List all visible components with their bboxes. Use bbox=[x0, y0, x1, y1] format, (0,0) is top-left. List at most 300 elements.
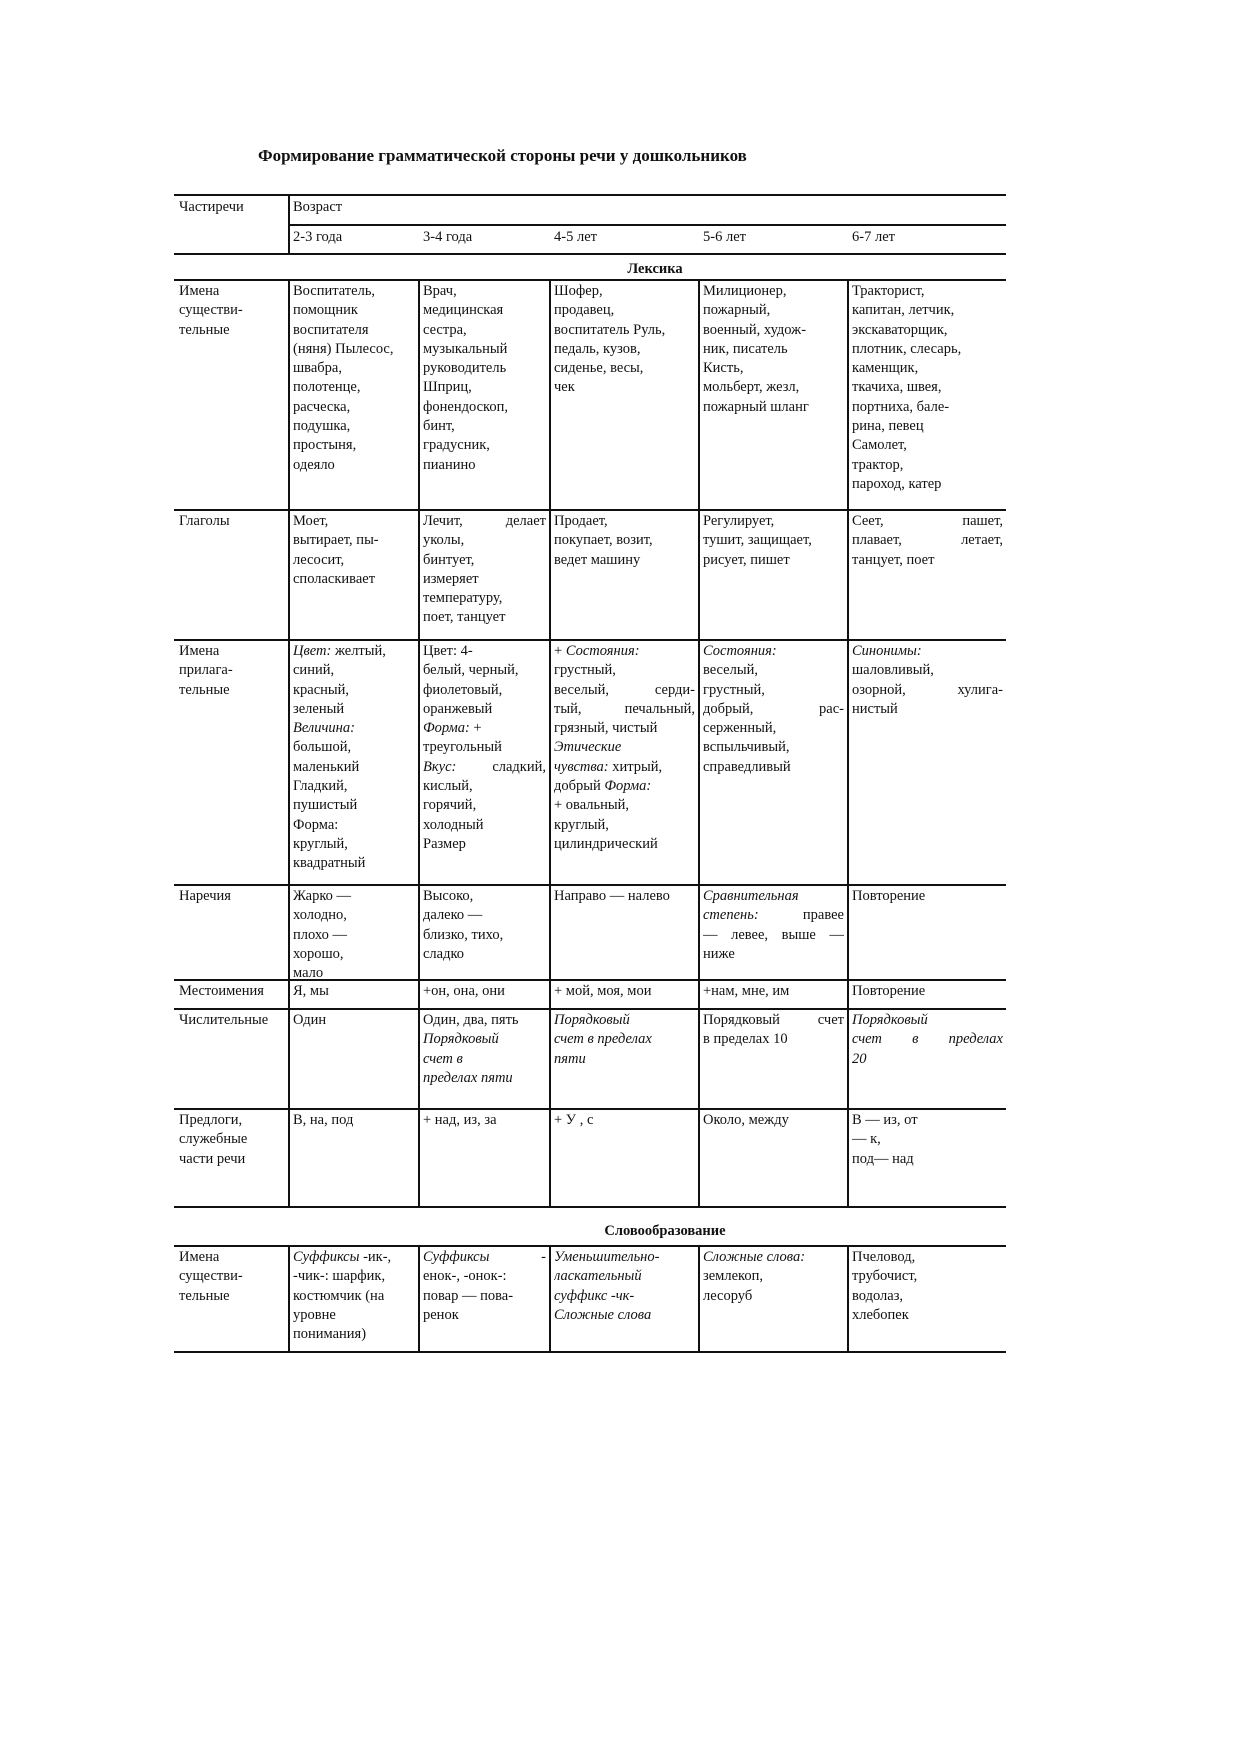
cell-line bbox=[179, 1130, 289, 1149]
table-cell bbox=[423, 887, 546, 978]
cell-line bbox=[554, 887, 695, 906]
cell-text: оранжевый bbox=[423, 700, 493, 717]
cell-text: ткачиха, швея, bbox=[852, 379, 942, 396]
section-header-rule bbox=[174, 279, 1006, 281]
cell-line bbox=[554, 1248, 695, 1267]
cell-line bbox=[554, 1011, 695, 1030]
cell-line bbox=[554, 1267, 695, 1286]
italic-term: пяти bbox=[554, 1050, 586, 1067]
cell-line bbox=[423, 531, 546, 550]
italic-term: Сравнительная bbox=[703, 888, 799, 904]
italic-term: степень: bbox=[703, 907, 759, 924]
italic-term: чувства: bbox=[554, 758, 609, 775]
cell-line bbox=[179, 982, 289, 1001]
age-header-3: 4-5 лет bbox=[554, 229, 597, 245]
cell-line bbox=[293, 551, 415, 570]
cell-text: грустный, bbox=[554, 662, 616, 679]
cell-line bbox=[703, 1111, 844, 1130]
cell-text: чек bbox=[554, 379, 575, 396]
cell-text: Один bbox=[293, 1012, 327, 1028]
cell-text: Местоимения bbox=[179, 983, 264, 999]
cell-line bbox=[293, 926, 415, 945]
cell-line bbox=[852, 282, 1003, 301]
cell-line bbox=[554, 738, 695, 757]
cell-text: одеяло bbox=[293, 456, 335, 473]
cell-line bbox=[293, 282, 415, 301]
age-subheader-rule bbox=[288, 224, 1006, 226]
cell-line bbox=[852, 1306, 1003, 1325]
row-rule bbox=[174, 884, 1006, 886]
cell-line bbox=[423, 512, 546, 531]
cell-line bbox=[179, 661, 289, 680]
cell-text: трактор, bbox=[852, 456, 904, 473]
cell-text: фиолетовый, bbox=[423, 681, 503, 698]
cell-text: простыня, bbox=[293, 437, 357, 454]
cell-text: Гладкий, bbox=[293, 778, 348, 795]
cell-line bbox=[852, 887, 1003, 906]
cell-text: уровне bbox=[293, 1306, 336, 1323]
cell-line bbox=[293, 417, 415, 436]
cell-line bbox=[423, 1306, 546, 1325]
cell-line bbox=[852, 531, 1003, 550]
italic-term: Уменьшительно- bbox=[554, 1249, 660, 1265]
cell-text: мольберт, жезл, bbox=[703, 379, 800, 396]
cell-line bbox=[293, 1267, 415, 1286]
cell-line bbox=[554, 1287, 695, 1306]
section-top-rule bbox=[174, 1206, 1006, 1208]
cell-line bbox=[852, 661, 1003, 680]
cell-text: фонендоскоп, bbox=[423, 398, 508, 415]
cell-text: хлебопек bbox=[852, 1306, 909, 1323]
cell-text: землекоп, bbox=[703, 1268, 763, 1285]
cell-text: плавает, летает, bbox=[852, 532, 1003, 549]
cell-line bbox=[423, 359, 546, 378]
age-header-2: 3-4 года bbox=[423, 229, 473, 245]
row-label bbox=[179, 642, 289, 883]
cell-text: воспитателя bbox=[293, 321, 369, 338]
cell-line bbox=[852, 1130, 1003, 1149]
italic-term: Сложные слова: bbox=[703, 1249, 806, 1265]
cell-line bbox=[852, 982, 1003, 1001]
cell-line bbox=[423, 456, 546, 475]
cell-line bbox=[554, 378, 695, 397]
row-label bbox=[179, 512, 289, 638]
cell-line bbox=[293, 1306, 415, 1325]
cell-text: тушит, защищает, bbox=[703, 532, 812, 549]
cell-text: Повторение bbox=[852, 983, 926, 999]
cell-text: Пчеловод, bbox=[852, 1249, 916, 1265]
cell-text: пушистый bbox=[293, 797, 358, 814]
table-cell bbox=[852, 512, 1003, 638]
cell-line bbox=[554, 796, 695, 815]
cell-text: желтый, bbox=[331, 643, 386, 659]
cell-line bbox=[703, 738, 844, 757]
cell-line bbox=[852, 681, 1003, 700]
table-cell bbox=[852, 982, 1003, 1007]
cell-text: продавец, bbox=[554, 302, 615, 319]
cell-line bbox=[423, 642, 546, 661]
cell-line bbox=[179, 512, 289, 531]
cell-text: грустный, bbox=[703, 681, 765, 698]
cell-line bbox=[179, 301, 289, 320]
cell-text: Шприц, bbox=[423, 379, 472, 396]
cell-text: Тракторист, bbox=[852, 283, 925, 299]
cell-text: веселый, серди- bbox=[554, 681, 695, 698]
cell-line bbox=[703, 1267, 844, 1286]
cell-line bbox=[293, 906, 415, 925]
cell-line bbox=[554, 681, 695, 700]
cell-text: правее bbox=[758, 907, 844, 924]
cell-line bbox=[703, 758, 844, 777]
cell-line bbox=[179, 1287, 289, 1306]
cell-line bbox=[423, 1030, 546, 1049]
column-rule bbox=[698, 1245, 700, 1351]
cell-line bbox=[293, 1287, 415, 1306]
cell-text: плотник, слесарь, bbox=[852, 340, 962, 357]
table-cell bbox=[554, 1248, 695, 1350]
cell-text: + мой, моя, мои bbox=[554, 983, 652, 999]
cell-text: тельные bbox=[179, 681, 230, 698]
cell-line bbox=[179, 887, 289, 906]
cell-text: пожарный, bbox=[703, 302, 771, 319]
table-cell bbox=[852, 1248, 1003, 1350]
table-cell bbox=[423, 512, 546, 638]
row-rule bbox=[174, 639, 1006, 641]
cell-text: существи- bbox=[179, 1268, 243, 1285]
cell-line bbox=[423, 835, 546, 854]
cell-line bbox=[423, 926, 546, 945]
cell-line bbox=[423, 1287, 546, 1306]
cell-line bbox=[703, 1011, 844, 1030]
table-cell bbox=[423, 1011, 546, 1107]
cell-line bbox=[554, 1050, 695, 1069]
italic-term: Величина: bbox=[293, 720, 355, 737]
section-title-word-formation: Словообразование bbox=[604, 1223, 726, 1239]
cell-text: рина, певец bbox=[852, 418, 924, 435]
cell-line bbox=[293, 359, 415, 378]
cell-line bbox=[554, 1306, 695, 1325]
column-rule bbox=[418, 1245, 420, 1351]
cell-line bbox=[852, 436, 1003, 455]
cell-text: капитан, летчик, bbox=[852, 302, 955, 319]
table-cell bbox=[423, 1111, 546, 1205]
cell-text: пароход, катер bbox=[852, 475, 942, 492]
cell-text: + овальный, bbox=[554, 797, 630, 814]
cell-line bbox=[423, 1069, 546, 1088]
cell-line bbox=[703, 378, 844, 397]
cell-line bbox=[423, 378, 546, 397]
cell-line bbox=[703, 906, 844, 925]
cell-line bbox=[703, 531, 844, 550]
cell-text: Шофер, bbox=[554, 283, 603, 299]
cell-text: озорной, хулига- bbox=[852, 681, 1003, 698]
cell-text: круглый, bbox=[293, 835, 348, 852]
cell-text: тельные bbox=[179, 321, 230, 338]
cell-text: мало bbox=[293, 965, 324, 978]
table-cell bbox=[423, 282, 546, 508]
cell-line bbox=[554, 512, 695, 531]
table-cell bbox=[423, 642, 546, 883]
cell-line bbox=[293, 816, 415, 835]
cell-line bbox=[703, 321, 844, 340]
cell-line bbox=[852, 642, 1003, 661]
cell-text: холодно, bbox=[293, 907, 347, 924]
cell-line bbox=[852, 1011, 1003, 1030]
cell-text: бинт, bbox=[423, 418, 455, 435]
cell-line bbox=[293, 700, 415, 719]
table-cell bbox=[293, 1248, 415, 1350]
cell-text: -ик-, bbox=[359, 1249, 392, 1265]
cell-line bbox=[423, 340, 546, 359]
cell-line bbox=[423, 982, 546, 1001]
cell-text: лесоруб bbox=[703, 1287, 753, 1304]
cell-line bbox=[423, 816, 546, 835]
cell-line bbox=[554, 758, 695, 777]
cell-text: квадратный bbox=[293, 855, 366, 872]
cell-line bbox=[852, 1248, 1003, 1267]
cell-text: (няня) Пылесос, bbox=[293, 340, 394, 357]
italic-term: суффикс -чк- bbox=[554, 1287, 635, 1304]
table-cell bbox=[703, 1248, 844, 1350]
cell-line bbox=[852, 1111, 1003, 1130]
cell-line bbox=[293, 531, 415, 550]
cell-text: трубочист, bbox=[852, 1268, 918, 1285]
cell-text: музыкальный bbox=[423, 340, 508, 357]
cell-text: экскаваторщик, bbox=[852, 321, 948, 338]
cell-line bbox=[423, 1111, 546, 1130]
table-cell bbox=[554, 512, 695, 638]
cell-text: В, на, под bbox=[293, 1112, 354, 1128]
cell-line bbox=[293, 378, 415, 397]
cell-text: ниже bbox=[703, 945, 735, 962]
cell-line bbox=[703, 945, 844, 964]
italic-term: Форма: bbox=[423, 720, 470, 737]
cell-line bbox=[293, 777, 415, 796]
cell-line bbox=[423, 321, 546, 340]
age-header-5: 6-7 лет bbox=[852, 229, 895, 245]
column-rule bbox=[549, 279, 551, 1206]
italic-term: Суффиксы bbox=[423, 1249, 490, 1265]
cell-line bbox=[703, 719, 844, 738]
cell-line bbox=[423, 681, 546, 700]
cell-line bbox=[293, 1325, 415, 1344]
cell-line bbox=[852, 1287, 1003, 1306]
cell-text: пожарный шланг bbox=[703, 398, 809, 415]
cell-line bbox=[179, 282, 289, 301]
cell-line bbox=[852, 378, 1003, 397]
cell-text: сестра, bbox=[423, 321, 467, 338]
cell-line bbox=[554, 642, 695, 661]
cell-line bbox=[554, 531, 695, 550]
cell-line bbox=[554, 1030, 695, 1049]
cell-line bbox=[703, 681, 844, 700]
cell-line bbox=[852, 359, 1003, 378]
cell-text: зеленый bbox=[293, 700, 345, 717]
cell-text: костюмчик (на bbox=[293, 1287, 385, 1304]
cell-line bbox=[293, 719, 415, 738]
cell-text: под— над bbox=[852, 1150, 914, 1167]
cell-text: Имена bbox=[179, 643, 220, 659]
cell-text: синий, bbox=[293, 662, 335, 679]
row-label bbox=[179, 282, 289, 508]
cell-text: Имена bbox=[179, 1249, 220, 1265]
cell-text: тельные bbox=[179, 1287, 230, 1304]
table-cell bbox=[554, 982, 695, 1007]
table-cell bbox=[703, 887, 844, 978]
cell-text: ник, писатель bbox=[703, 340, 788, 357]
cell-line bbox=[703, 982, 844, 1001]
cell-line bbox=[423, 758, 546, 777]
row-rule bbox=[174, 1008, 1006, 1010]
cell-line bbox=[852, 321, 1003, 340]
cell-line bbox=[423, 719, 546, 738]
age-header-4: 5-6 лет bbox=[703, 229, 746, 245]
cell-text: -чик-: шарфик, bbox=[293, 1268, 386, 1285]
cell-text: ренок bbox=[423, 1306, 459, 1323]
cell-line bbox=[423, 738, 546, 757]
table-cell bbox=[293, 642, 415, 883]
cell-line bbox=[423, 551, 546, 570]
cell-text: части речи bbox=[179, 1150, 246, 1167]
cell-text: пианино bbox=[423, 456, 476, 473]
cell-line bbox=[293, 321, 415, 340]
cell-text: + bbox=[554, 643, 566, 659]
cell-line bbox=[423, 906, 546, 925]
row-rule bbox=[174, 979, 1006, 981]
cell-line bbox=[554, 816, 695, 835]
cell-text: Моет, bbox=[293, 513, 329, 529]
italic-term: Цвет: bbox=[293, 643, 332, 659]
cell-text: красный, bbox=[293, 681, 350, 698]
cell-line bbox=[293, 796, 415, 815]
cell-text: близко, тихо, bbox=[423, 926, 504, 943]
cell-text: белый, черный, bbox=[423, 662, 519, 679]
cell-text: Порядковый счет bbox=[703, 1012, 844, 1028]
cell-line bbox=[293, 1248, 415, 1267]
cell-line bbox=[293, 738, 415, 757]
cell-line bbox=[423, 796, 546, 815]
cell-text: полотенце, bbox=[293, 379, 361, 396]
cell-text: нистый bbox=[852, 700, 898, 717]
cell-line bbox=[703, 661, 844, 680]
cell-line bbox=[703, 398, 844, 417]
column-rule bbox=[549, 1245, 551, 1351]
cell-line bbox=[293, 945, 415, 964]
cell-text: Продает, bbox=[554, 513, 608, 529]
table-cell bbox=[554, 887, 695, 978]
cell-line bbox=[293, 456, 415, 475]
cell-text: Предлоги, bbox=[179, 1112, 243, 1128]
cell-text: лесосит, bbox=[293, 551, 345, 568]
cell-line bbox=[852, 1267, 1003, 1286]
cell-line bbox=[423, 398, 546, 417]
cell-line bbox=[703, 359, 844, 378]
cell-line bbox=[423, 282, 546, 301]
cell-text: повар — пова- bbox=[423, 1287, 514, 1304]
cell-line bbox=[852, 398, 1003, 417]
cell-text: помощник bbox=[293, 302, 358, 319]
cell-text: Имена bbox=[179, 283, 220, 299]
cell-text: маленький bbox=[293, 758, 360, 775]
cell-text: водолаз, bbox=[852, 1287, 904, 1304]
cell-line bbox=[423, 570, 546, 589]
column-rule bbox=[288, 279, 290, 1206]
cell-line bbox=[293, 642, 415, 661]
cell-line bbox=[293, 340, 415, 359]
column-rule bbox=[288, 194, 290, 253]
cell-text: портниха, бале- bbox=[852, 398, 950, 415]
cell-line bbox=[554, 719, 695, 738]
cell-text: холодный bbox=[423, 816, 484, 833]
cell-line bbox=[423, 661, 546, 680]
cell-text: медицинская bbox=[423, 302, 504, 319]
cell-line bbox=[703, 926, 844, 945]
cell-line bbox=[554, 340, 695, 359]
table-cell bbox=[554, 1011, 695, 1107]
cell-text: в пределах 10 bbox=[703, 1031, 788, 1048]
cell-line bbox=[179, 642, 289, 661]
table-cell bbox=[554, 1111, 695, 1205]
cell-line bbox=[179, 321, 289, 340]
cell-text: поет, танцует bbox=[423, 609, 506, 626]
cell-line bbox=[703, 1287, 844, 1306]
italic-term: Этические bbox=[554, 739, 622, 756]
cell-text: шаловливый, bbox=[852, 662, 934, 679]
cell-line bbox=[293, 398, 415, 417]
cell-line bbox=[703, 1030, 844, 1049]
column-header-age: Возраст bbox=[293, 199, 343, 215]
cell-line bbox=[703, 887, 844, 906]
cell-text: + У , с bbox=[554, 1112, 594, 1128]
cell-line bbox=[852, 340, 1003, 359]
cell-text: В — из, от bbox=[852, 1112, 918, 1128]
cell-line bbox=[293, 1111, 415, 1130]
cell-text: Глаголы bbox=[179, 513, 230, 529]
cell-text: ведет машину bbox=[554, 551, 641, 568]
cell-text: Жарко — bbox=[293, 888, 351, 904]
table-cell bbox=[703, 642, 844, 883]
cell-text: швабра, bbox=[293, 360, 342, 377]
italic-term: ласкательный bbox=[554, 1268, 642, 1285]
table-cell bbox=[554, 282, 695, 508]
cell-line bbox=[852, 417, 1003, 436]
table-cell bbox=[293, 512, 415, 638]
cell-line bbox=[554, 661, 695, 680]
table-cell bbox=[703, 1011, 844, 1107]
cell-line bbox=[423, 301, 546, 320]
cell-line bbox=[554, 982, 695, 1001]
cell-text: — к, bbox=[852, 1131, 881, 1148]
cell-text: Я, мы bbox=[293, 983, 329, 999]
cell-text: вспыльчивый, bbox=[703, 739, 790, 756]
italic-term: пределах пяти bbox=[423, 1069, 513, 1086]
italic-term: Состояния: bbox=[703, 643, 777, 659]
cell-text: круглый, bbox=[554, 816, 609, 833]
row-rule bbox=[174, 509, 1006, 511]
column-rule bbox=[418, 279, 420, 1206]
table-top-rule bbox=[174, 194, 1006, 196]
italic-term: Форма: bbox=[604, 778, 652, 795]
italic-term: счет в пределах bbox=[554, 1031, 652, 1048]
cell-line bbox=[293, 1011, 415, 1030]
table-cell bbox=[293, 887, 415, 978]
cell-line bbox=[554, 282, 695, 301]
cell-text: хитрый, bbox=[608, 758, 663, 775]
column-rule bbox=[288, 1245, 290, 1351]
cell-text: серженный, bbox=[703, 720, 777, 737]
cell-text: Регулирует, bbox=[703, 513, 775, 529]
table-cell bbox=[852, 887, 1003, 978]
